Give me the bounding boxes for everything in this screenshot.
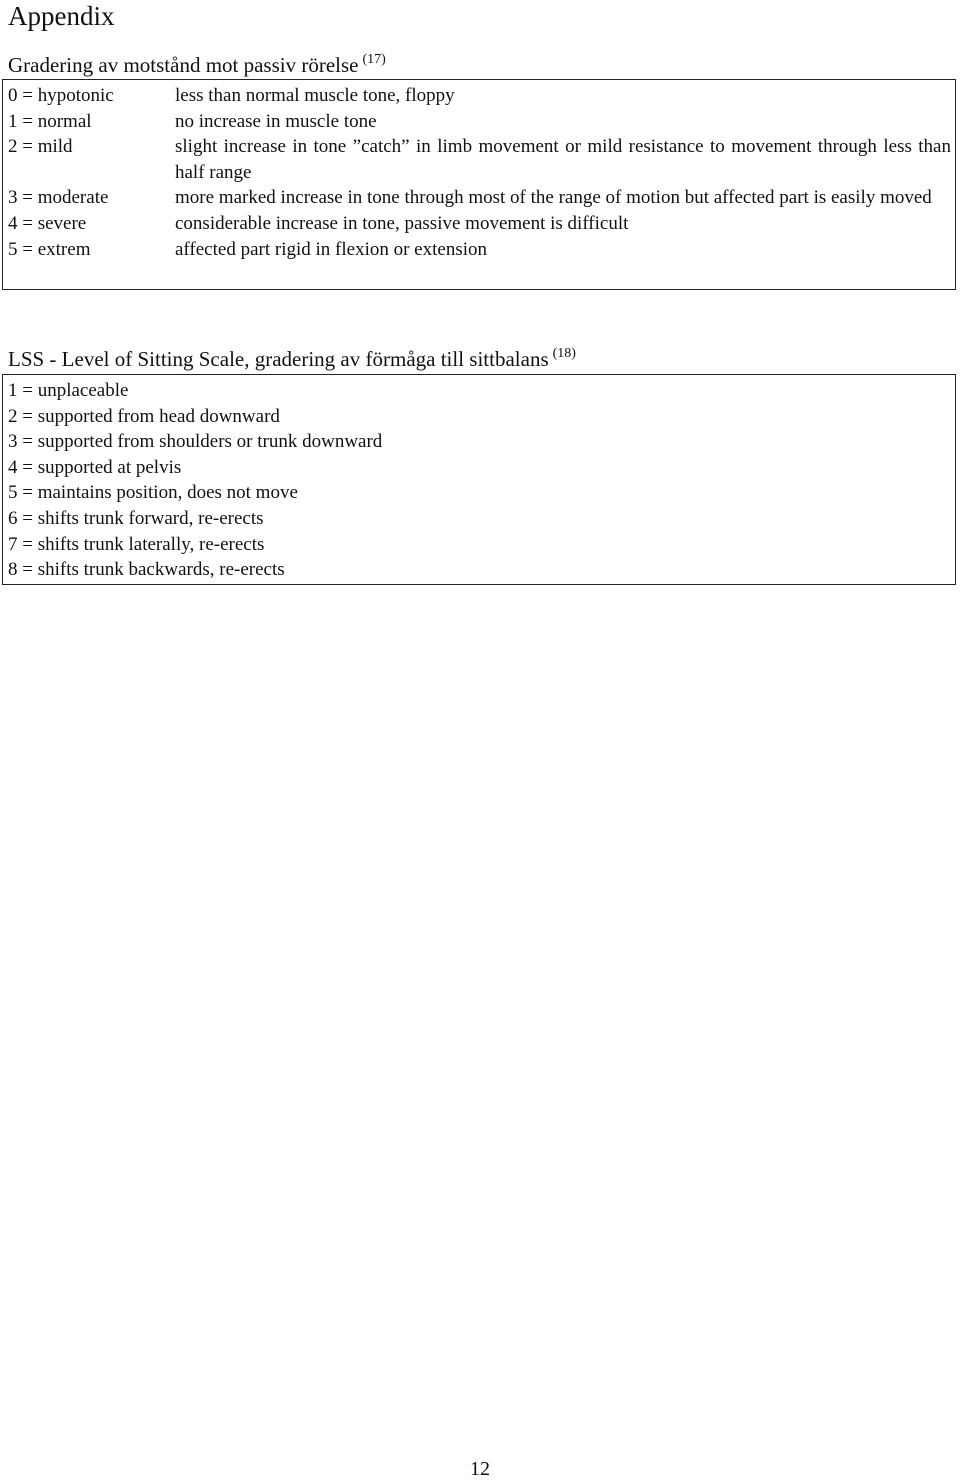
lss-scale-box: [2, 374, 956, 585]
mas-reference: (17): [362, 52, 386, 67]
lss-item: 6 = shifts trunk forward, re-erects: [8, 507, 264, 529]
mas-row: [3, 185, 955, 211]
mas-row: [3, 237, 955, 263]
mas-grade: 4 = severe: [8, 212, 87, 234]
lss-item: 8 = shifts trunk backwards, re-erects: [8, 559, 285, 581]
lss-title-text: LSS - Level of Sitting Scale, gradering av förmåga till sittbalans: [8, 347, 549, 371]
lss-item: 4 = supported at pelvis: [8, 456, 182, 478]
mas-description: no increase in muscle tone: [175, 110, 377, 132]
page-heading: Appendix: [8, 1, 115, 31]
lss-item: 1 = unplaceable: [8, 380, 129, 401]
mas-description: less than normal muscle tone, floppy: [175, 85, 455, 106]
mas-section-title: [8, 52, 386, 78]
mas-row: [3, 109, 955, 135]
lss-section-title: [8, 346, 576, 372]
lss-list: [3, 378, 955, 583]
mas-description: considerable increase in tone, passive movement is difficult: [175, 212, 629, 234]
mas-scale-table: [2, 79, 956, 290]
mas-grade: 5 = extrem: [8, 238, 91, 260]
mas-description: more marked increase in tone through most of the range of motion but affected part is easily moved: [175, 187, 932, 209]
mas-grade: 3 = moderate: [8, 187, 109, 209]
mas-description: slight increase in tone ”catch” in limb movement or mild resistance to movement through less than half range: [175, 136, 951, 183]
page-number: 12: [470, 1458, 490, 1480]
mas-grade: 0 = hypotonic: [8, 85, 114, 106]
mas-row: [3, 211, 955, 237]
lss-item: 3 = supported from shoulders or trunk downward: [8, 431, 383, 453]
mas-title-text: Gradering av motstånd mot passiv rörelse: [8, 53, 359, 77]
mas-grade: 2 = mild: [8, 136, 73, 158]
lss-item: 7 = shifts trunk laterally, re-erects: [8, 533, 265, 555]
lss-item: 2 = supported from head downward: [8, 405, 280, 427]
mas-description: affected part rigid in flexion or extension: [175, 238, 487, 260]
lss-item: 5 = maintains position, does not move: [8, 482, 298, 504]
mas-row: [3, 83, 955, 109]
lss-reference: (18): [552, 346, 576, 361]
mas-row: [3, 134, 955, 185]
mas-grade: 1 = normal: [8, 110, 92, 132]
